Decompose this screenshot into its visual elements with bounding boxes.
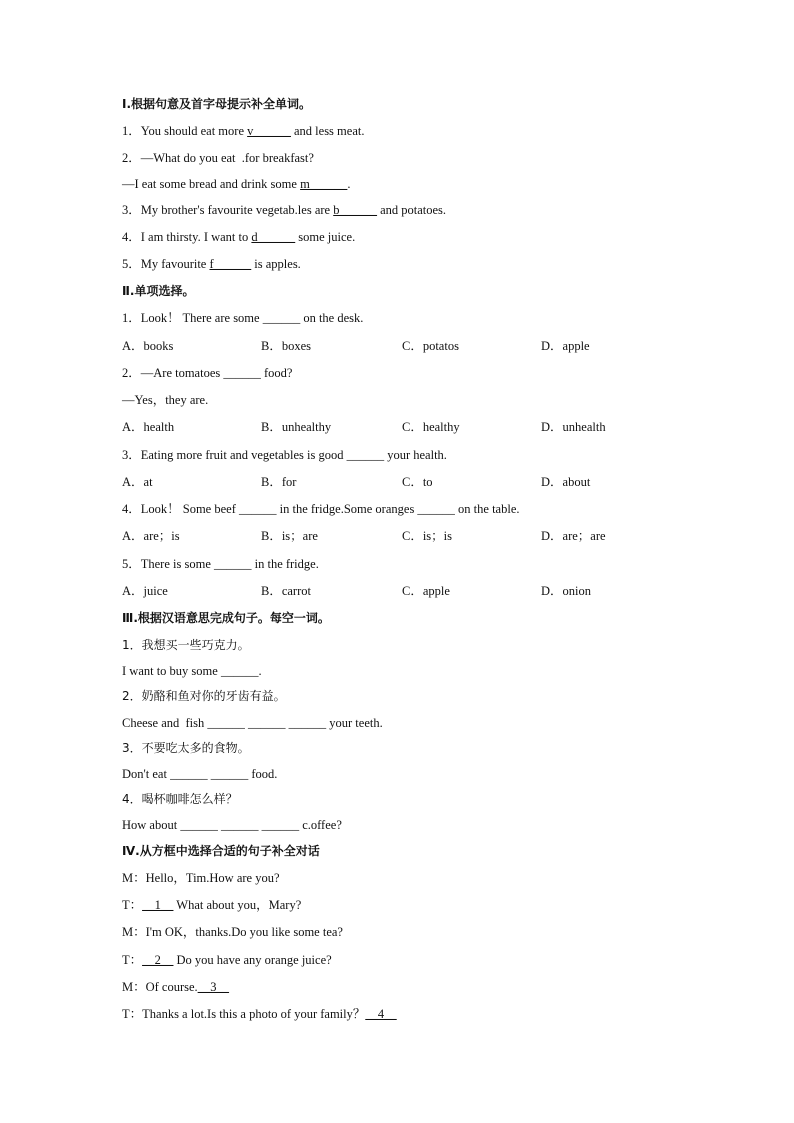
s1-question-3 xyxy=(122,202,446,218)
s2-q2-option-b: B．unhealthy xyxy=(261,420,332,434)
dialogue-speaker: T： xyxy=(122,898,143,912)
dialogue-line-text: M：I'm OK，thanks.Do you like some tea? xyxy=(122,925,343,939)
dialogue-line xyxy=(122,1006,397,1022)
s2-q1-option-b: B．boxes xyxy=(261,339,312,353)
dialogue-blank: __2__ xyxy=(142,953,174,967)
dialogue-line xyxy=(122,979,229,995)
s2-q3-option-c: C．to xyxy=(402,475,433,489)
s1-q2b-post: . xyxy=(347,177,351,191)
s1-q4-post: some juice. xyxy=(295,230,356,244)
s2-q2-stem: 2．—Are tomatoes ______ food? xyxy=(122,366,293,380)
s2-q5-option-b: B．carrot xyxy=(261,584,311,598)
s2-q3-option-d: D．about xyxy=(541,475,591,489)
s2-q3-stem: 3．Eating more fruit and vegetables is good ______ your health. xyxy=(122,448,447,462)
s2-q2-stem-answer: —Yes，they are. xyxy=(122,393,209,407)
s2-q4-option-a: A．are；is xyxy=(122,529,180,543)
s2-q5-option-a: A．juice xyxy=(122,584,168,598)
dialogue-line-text: Do you have any orange juice? xyxy=(173,953,332,967)
s3-q1-chinese: 1．我想买一些巧克力。 xyxy=(122,638,250,652)
dialogue-line xyxy=(122,897,301,913)
s1-q4-pre: 4．I am thirsty. I want to xyxy=(122,230,252,244)
s3-q4-chinese: 4．喝杯咖啡怎么样？ xyxy=(122,792,238,806)
dialogue-blank: __1__ xyxy=(142,898,174,912)
s2-q5-option-c: C．apple xyxy=(402,584,450,598)
dialogue-line xyxy=(122,952,332,968)
s1-q2b-pre: —I eat some bread and drink some xyxy=(122,177,301,191)
dialogue-line-text: What about you，Mary? xyxy=(173,898,302,912)
s1-question-2a: 2．—What do you eat .for breakfast? xyxy=(122,151,314,165)
s1-question-5 xyxy=(122,256,301,272)
s1-q2b-hint: m______ xyxy=(300,177,348,191)
dialogue-speaker: T： xyxy=(122,953,143,967)
s3-q3-english: Don't eat ______ ______ food. xyxy=(122,767,278,781)
s2-q1-option-d: D．apple xyxy=(541,339,590,353)
dialogue-blank: __3__ xyxy=(197,980,229,994)
section4-heading: Ⅳ.从方框中选择合适的句子补全对话 xyxy=(122,844,320,858)
s2-q5-stem: 5．There is some ______ in the fridge. xyxy=(122,557,319,571)
s1-q5-post: is apples. xyxy=(251,257,301,271)
s2-q4-stem: 4．Look！ Some beef ______ in the fridge.Some oranges ______ on the table. xyxy=(122,502,520,516)
dialogue-line xyxy=(122,870,280,886)
s3-q4-english: How about ______ ______ ______ c.offee? xyxy=(122,818,342,832)
s1-q3-hint: b______ xyxy=(333,203,377,217)
s2-q4-option-b: B．is；are xyxy=(261,529,318,543)
s1-question-2b xyxy=(122,176,350,192)
s1-q5-pre: 5．My favourite xyxy=(122,257,210,271)
s1-q3-pre: 3．My brother's favourite vegetab.les are xyxy=(122,203,334,217)
s3-q3-chinese: 3．不要吃太多的食物。 xyxy=(122,741,250,755)
s1-question-4 xyxy=(122,229,355,245)
s1-question-1 xyxy=(122,123,364,139)
s1-q4-hint: d______ xyxy=(251,230,296,244)
s3-q2-english: Cheese and fish ______ ______ ______ your teeth. xyxy=(122,716,383,730)
s2-q4-option-d: D．are；are xyxy=(541,529,606,543)
s2-q1-option-c: C．potatos xyxy=(402,339,459,353)
s2-q1-stem: 1．Look！ There are some ______ on the desk. xyxy=(122,311,364,325)
s2-q3-option-b: B．for xyxy=(261,475,297,489)
section1-heading: Ⅰ.根据句意及首字母提示补全单词。 xyxy=(122,97,312,111)
s2-q2-option-a: A．health xyxy=(122,420,175,434)
s2-q3-option-a: A．at xyxy=(122,475,153,489)
s2-q1-option-a: A．books xyxy=(122,339,174,353)
section3-heading: Ⅲ.根据汉语意思完成句子。每空一词。 xyxy=(122,611,330,625)
s2-q5-option-d: D．onion xyxy=(541,584,592,598)
dialogue-blank: __4__ xyxy=(365,1007,397,1021)
s1-q3-post: and potatoes. xyxy=(376,203,447,217)
dialogue-line-text: M：Hello，Tim.How are you? xyxy=(122,871,280,885)
section2-heading: Ⅱ.单项选择。 xyxy=(122,284,195,298)
s3-q1-english: I want to buy some ______. xyxy=(122,664,262,678)
s2-q4-option-c: C．is；is xyxy=(402,529,453,543)
s1-q1-post: and less meat. xyxy=(290,124,365,138)
s1-q1-pre: 1．You should eat more xyxy=(122,124,248,138)
dialogue-line xyxy=(122,924,343,940)
s2-q2-option-c: C．healthy xyxy=(402,420,460,434)
dialogue-line-text: T：Thanks a lot.Is this a photo of your family？ xyxy=(122,1007,366,1021)
s3-q2-chinese: 2．奶酪和鱼对你的牙齿有益。 xyxy=(122,689,286,703)
dialogue-line-text: M：Of course. xyxy=(122,980,198,994)
s1-q1-hint: v______ xyxy=(247,124,291,138)
s2-q2-option-d: D．unhealth xyxy=(541,420,606,434)
s1-q5-hint: f______ xyxy=(209,257,252,271)
